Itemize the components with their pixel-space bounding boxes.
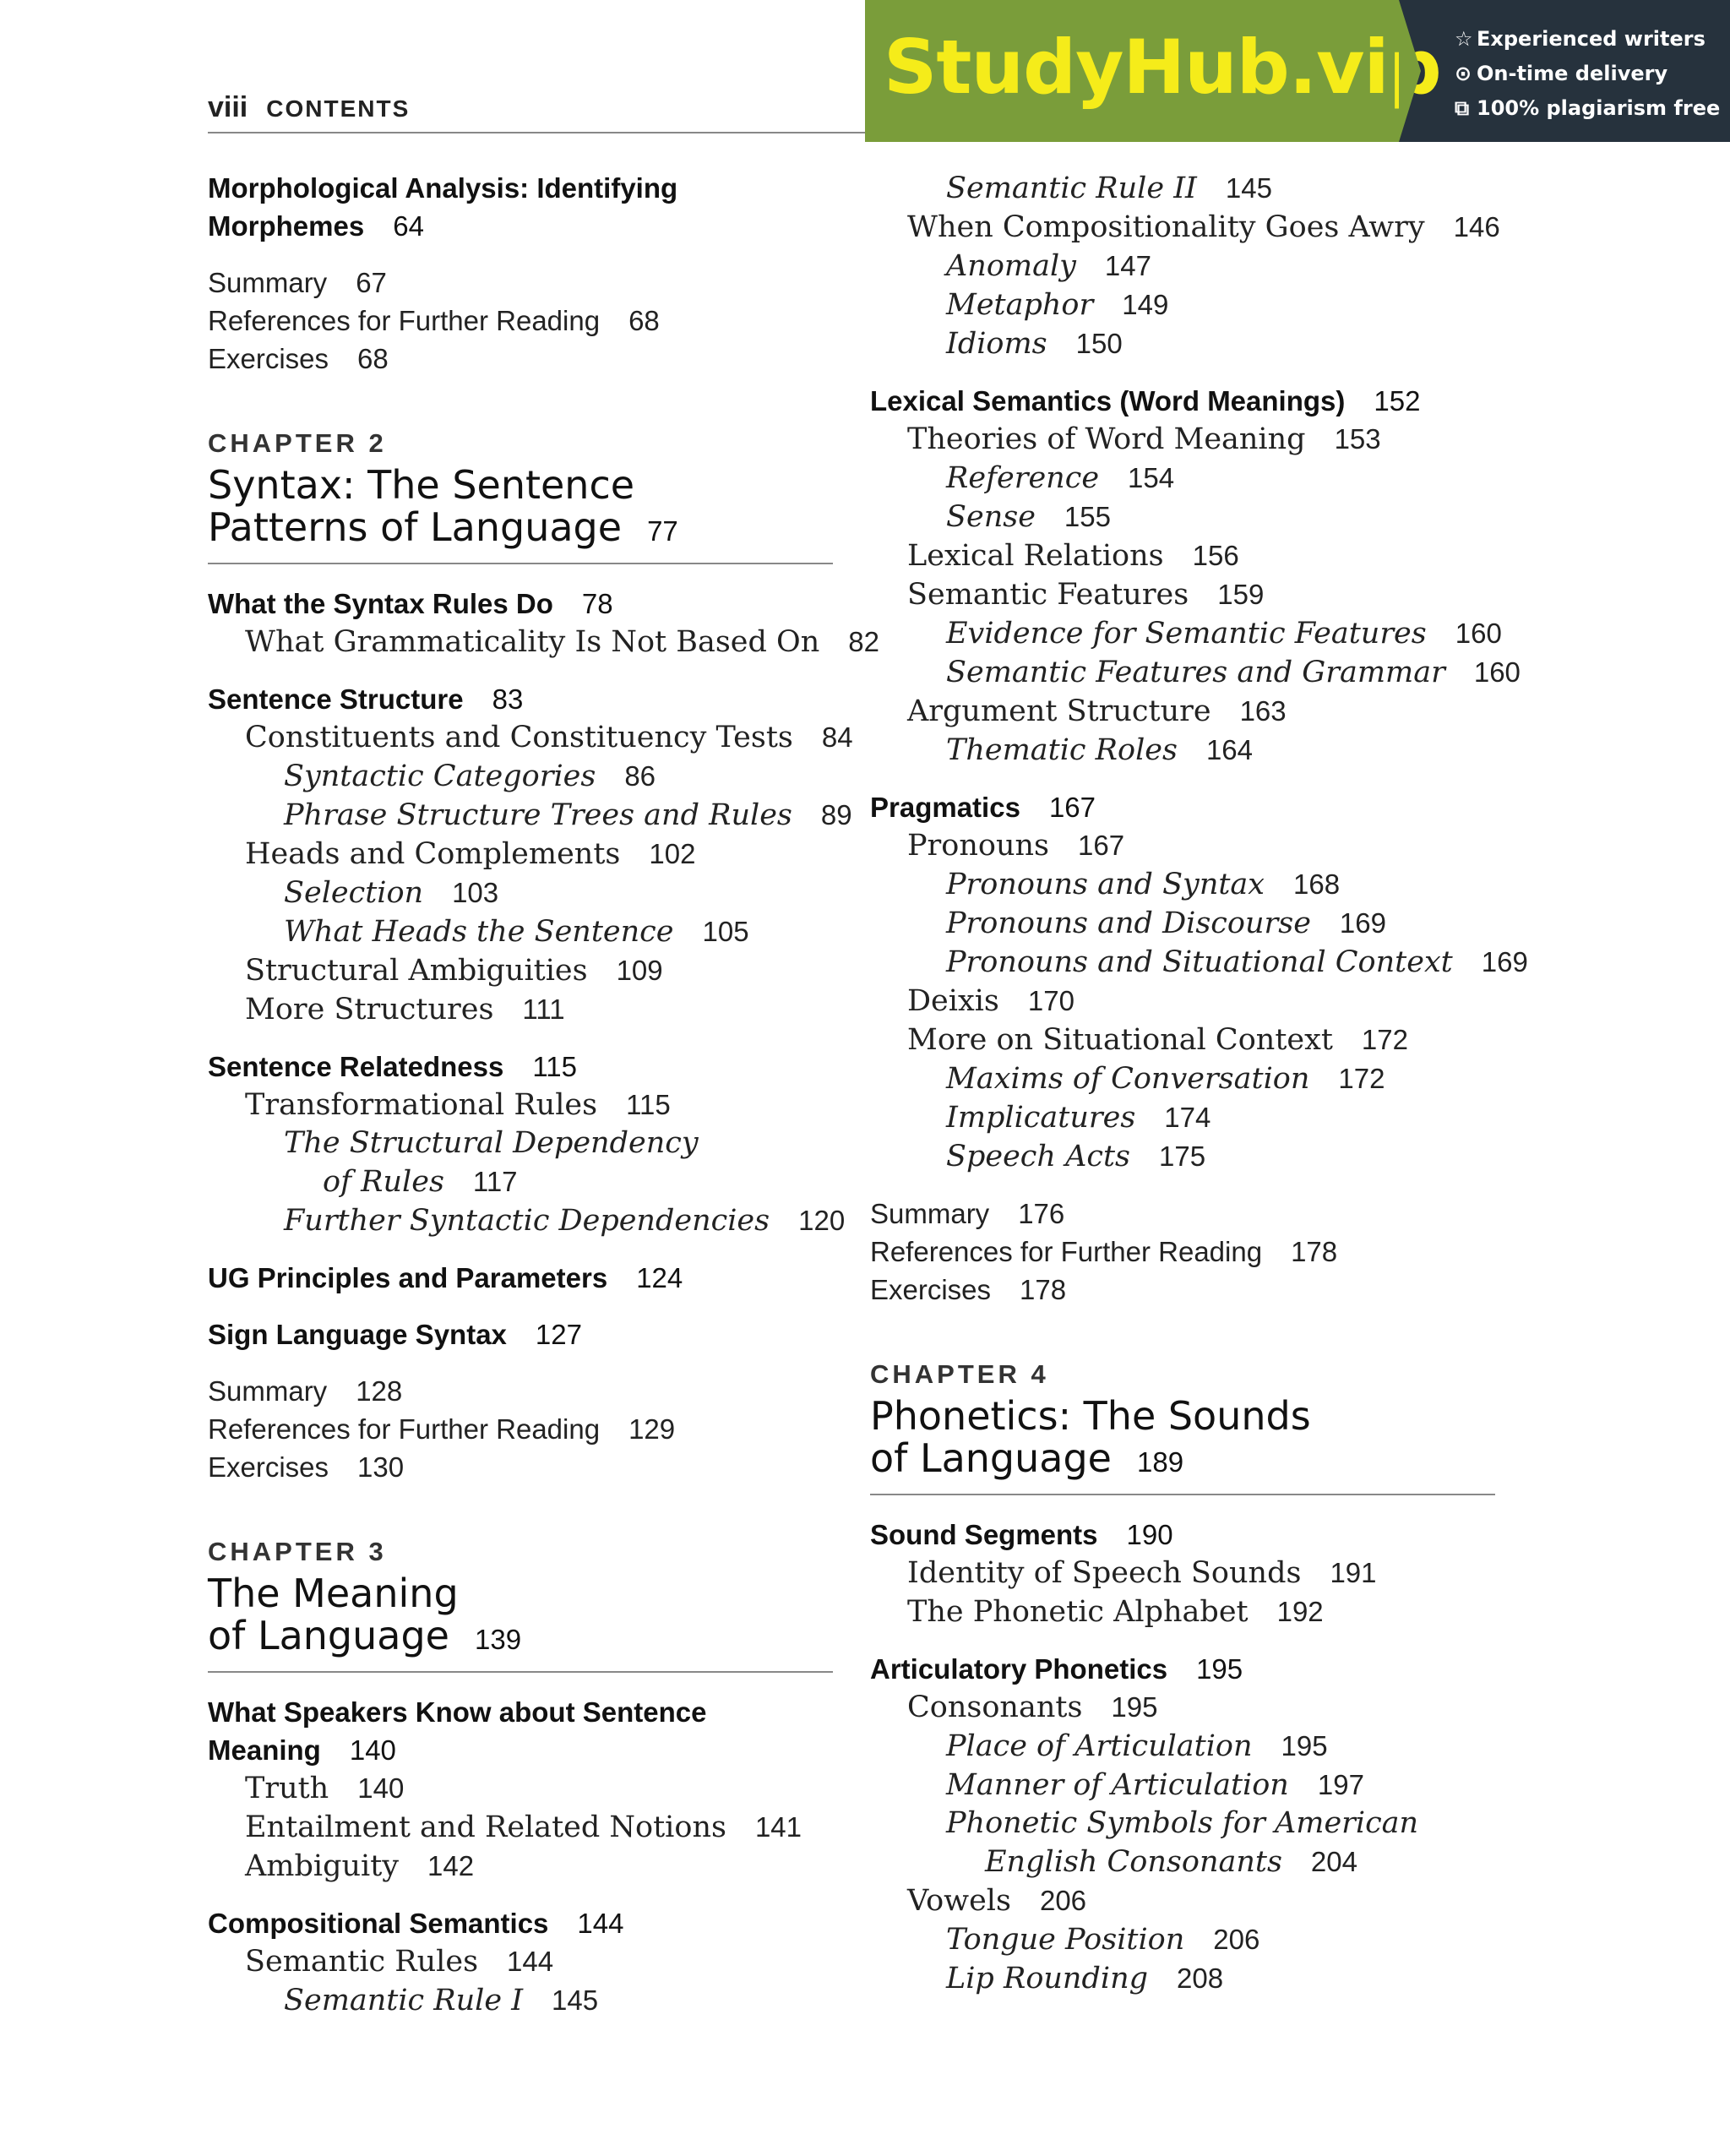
toc-entry[interactable]	[208, 207, 833, 245]
toc-entry-page: 149	[1122, 289, 1169, 320]
toc-entry[interactable]	[870, 536, 1495, 575]
toc-entry-title: What Speakers Know about Sentence	[208, 1696, 707, 1728]
chapter-page: 189	[1136, 1446, 1184, 1478]
toc-entry-page: 115	[532, 1051, 577, 1082]
toc-entry[interactable]	[870, 1021, 1495, 1059]
toc-entry-title: Semantic Rules	[245, 1945, 479, 1979]
toc-entry[interactable]	[208, 1808, 833, 1847]
chapter-title-line: Syntax: The Sentence	[208, 462, 635, 508]
toc-entry-page: 83	[492, 683, 524, 715]
toc-entry-page: 150	[1075, 328, 1123, 359]
toc-entry-title: Evidence for Semantic Features	[946, 617, 1427, 651]
toc-entry-title: Identity of Speech Sounds	[907, 1556, 1302, 1590]
toc-entry-title: What the Syntax Rules Do	[208, 588, 553, 619]
chapter-title[interactable]	[870, 1395, 1495, 1495]
toc-entry[interactable]	[870, 169, 1495, 208]
toc-entry-page: 144	[507, 1946, 554, 1977]
toc-entry-title: Pronouns and Situational Context	[946, 945, 1453, 979]
badge-item	[1455, 91, 1730, 126]
toc-entry-title: Transformational Rules	[245, 1088, 598, 1122]
toc-entry[interactable]	[870, 286, 1495, 324]
toc-entry-page: 206	[1039, 1885, 1087, 1916]
toc-entry-title: Sentence Structure	[208, 683, 464, 715]
toc-entry-title: Selection	[284, 876, 424, 910]
toc-entry-page: 152	[1374, 385, 1421, 416]
toc-entry-title: Speech Acts	[946, 1140, 1130, 1173]
toc-entry-title: What Heads the Sentence	[284, 915, 674, 949]
toc-entry-title: Phrase Structure Trees and Rules	[284, 798, 792, 832]
toc-entry[interactable]	[870, 788, 1495, 826]
star-icon: ☆	[1455, 27, 1473, 51]
toc-entry-title: Compositional Semantics	[208, 1908, 549, 1939]
toc-entry-title: Semantic Rule I	[284, 1984, 524, 2017]
toc-entry-page: 160	[1455, 618, 1502, 649]
toc-entry[interactable]	[870, 1650, 1495, 1688]
toc-entry-page: 195	[1111, 1691, 1158, 1723]
toc-entry[interactable]	[208, 1847, 833, 1886]
toc-entry-title: Syntactic Categories	[284, 760, 596, 793]
toc-entry[interactable]	[208, 1315, 833, 1353]
badge-text: On-time delivery	[1477, 62, 1668, 85]
toc-entry[interactable]	[870, 653, 1521, 692]
toc-entry[interactable]	[870, 324, 1495, 363]
toc-entry-title: Sign Language Syntax	[208, 1319, 507, 1350]
toc-entry[interactable]	[870, 1843, 1495, 1881]
toc-entry[interactable]	[870, 575, 1495, 614]
banner-logo-text: StudyHub.vip	[884, 24, 1441, 111]
toc-entry[interactable]	[870, 382, 1495, 420]
toc-entry-page: 197	[1317, 1769, 1364, 1800]
toc-entry[interactable]	[208, 302, 833, 340]
toc-entry-title: References for Further Reading	[208, 1413, 601, 1445]
toc-entry[interactable]	[870, 1195, 1495, 1233]
chapter-title-line: of Language	[870, 1435, 1112, 1481]
toc-entry[interactable]	[208, 1201, 846, 1240]
toc-entry[interactable]	[208, 912, 833, 951]
toc-entry-title: Morphological Analysis: Identifying	[208, 172, 678, 204]
toc-entry-title: When Compositionality Goes Awry	[907, 210, 1425, 244]
toc-entry-title: Anomaly	[946, 249, 1076, 283]
toc-entry[interactable]	[870, 1920, 1495, 1959]
toc-entry-page: 145	[552, 1984, 599, 2016]
toc-entry[interactable]	[208, 1904, 833, 1942]
toc-entry-page: 167	[1048, 792, 1096, 823]
toc-entry-page: 163	[1239, 695, 1287, 727]
toc-entry-page: 64	[393, 210, 424, 242]
toc-entry-title: References for Further Reading	[870, 1236, 1263, 1267]
toc-entry-page: 68	[357, 343, 389, 374]
banner-badges	[1399, 0, 1730, 142]
toc-entry[interactable]	[208, 1731, 833, 1769]
toc-entry-title: Pronouns and Syntax	[946, 868, 1265, 901]
toc-entry-page: 89	[820, 799, 852, 830]
chapter-2-entries	[208, 585, 879, 1486]
toc-entry-title: Reference	[946, 461, 1100, 495]
toc-entry[interactable]	[870, 614, 1502, 653]
toc-entry[interactable]	[870, 943, 1528, 982]
chapter-title-line: Patterns of Language	[208, 504, 623, 550]
toc-entry[interactable]	[208, 169, 833, 207]
toc-entry-page: 86	[624, 760, 656, 792]
toc-entry[interactable]	[208, 1693, 833, 1731]
toc-entry-page: 156	[1192, 540, 1239, 571]
toc-entry-page: 147	[1104, 250, 1151, 281]
toc-entry[interactable]	[208, 1981, 833, 2020]
toc-entry-title: Tongue Position	[946, 1923, 1185, 1957]
toc-entry[interactable]	[208, 1410, 833, 1448]
toc-entry-page: 195	[1281, 1730, 1328, 1761]
chapter-title-line: Phonetics: The Sounds	[870, 1393, 1311, 1439]
toc-entry-page: 153	[1334, 423, 1381, 455]
toc-entry-title: Truth	[245, 1772, 329, 1805]
toc-right-column	[870, 169, 1528, 1998]
toc-entry[interactable]	[870, 904, 1495, 943]
toc-entry[interactable]	[208, 1259, 833, 1297]
toc-entry-page: 120	[798, 1205, 846, 1236]
toc-entry-title: Constituents and Constituency Tests	[245, 721, 793, 754]
running-head	[208, 91, 867, 133]
toc-entry-page: 167	[1078, 830, 1125, 861]
toc-entry[interactable]	[208, 264, 833, 302]
toc-entry-page: 178	[1020, 1274, 1067, 1305]
running-title: CONTENTS	[266, 95, 411, 122]
toc-entry[interactable]	[208, 874, 833, 912]
toc-entry-title: What Grammaticality Is Not Based On	[245, 625, 820, 659]
toc-entry[interactable]	[870, 826, 1495, 865]
toc-entry[interactable]	[870, 498, 1495, 536]
toc-entry[interactable]	[208, 951, 833, 990]
toc-entry-page: 206	[1213, 1924, 1260, 1955]
badge-item	[1455, 22, 1730, 57]
toc-entry-title: Argument Structure	[907, 694, 1211, 728]
badge-item	[1455, 57, 1730, 91]
chapter-3-continued-entries	[870, 169, 1528, 1309]
toc-entry-page: 192	[1276, 1596, 1324, 1627]
toc-entry-page: 127	[535, 1319, 582, 1350]
toc-entry-title: Semantic Rule II	[946, 172, 1197, 205]
toc-entry-title: Idioms	[946, 327, 1047, 361]
toc-entry[interactable]	[870, 1059, 1495, 1098]
toc-entry-page: 172	[1338, 1063, 1385, 1094]
toc-entry-title: Summary	[870, 1198, 990, 1229]
toc-entry-page: 140	[349, 1734, 396, 1766]
chapter-page: 77	[647, 515, 678, 547]
toc-entry-page: 109	[616, 955, 663, 986]
toc-entry[interactable]	[208, 1162, 833, 1201]
toc-entry-title: Meaning	[208, 1734, 321, 1766]
toc-entry[interactable]	[870, 1233, 1495, 1271]
toc-entry-title: Vowels	[907, 1884, 1011, 1918]
toc-entry-title: of Rules	[323, 1165, 444, 1199]
toc-entry[interactable]	[870, 1959, 1495, 1998]
toc-entry[interactable]	[208, 1124, 833, 1162]
toc-entry[interactable]	[870, 1688, 1495, 1727]
toc-entry[interactable]	[208, 990, 833, 1029]
toc-entry-page: 159	[1217, 579, 1265, 610]
clock-icon: ⊙	[1455, 62, 1472, 85]
toc-entry-page: 178	[1291, 1236, 1338, 1267]
toc-entry-page: 115	[626, 1089, 671, 1120]
chapter-title[interactable]	[208, 1572, 833, 1673]
toc-entry-title: Lip Rounding	[946, 1962, 1149, 1995]
toc-entry-page: 144	[577, 1908, 624, 1939]
toc-entry-page: 102	[649, 838, 696, 869]
toc-entry-title: The Phonetic Alphabet	[907, 1595, 1249, 1629]
toc-entry-title: Exercises	[870, 1274, 992, 1305]
toc-entry[interactable]	[870, 1271, 1495, 1309]
chapter-page: 139	[474, 1624, 522, 1655]
toc-entry-page: 105	[702, 916, 749, 947]
toc-entry-page: 67	[356, 267, 387, 298]
toc-entry[interactable]	[208, 1086, 833, 1124]
toc-entry-page: 128	[356, 1375, 403, 1407]
toc-entry-title: Deixis	[907, 984, 999, 1018]
toc-entry[interactable]	[208, 835, 833, 874]
toc-entry-page: 174	[1164, 1102, 1211, 1133]
toc-entry-page: 155	[1064, 501, 1111, 532]
toc-entry-page: 164	[1205, 734, 1253, 765]
banner-logo[interactable]	[865, 0, 1441, 142]
toc-entry-title: Lexical Relations	[907, 539, 1164, 573]
toc-entry-page: 68	[628, 305, 660, 336]
toc-entry-title: Morphemes	[208, 210, 365, 242]
toc-entry-title: Thematic Roles	[946, 733, 1178, 767]
chapter-3-entries	[208, 1693, 833, 2020]
toc-entry-title: Summary	[208, 1375, 328, 1407]
toc-entry-title: Maxims of Conversation	[946, 1062, 1310, 1096]
toc-entry[interactable]	[208, 1048, 833, 1086]
toc-entry-title: Sense	[946, 500, 1036, 534]
toc-entry-title: More on Situational Context	[907, 1023, 1333, 1057]
toc-entry[interactable]	[870, 982, 1495, 1021]
toc-entry-page: 160	[1473, 656, 1521, 688]
toc-entry[interactable]	[208, 340, 833, 378]
toc-entry[interactable]	[870, 1516, 1495, 1554]
toc-entry-title: Semantic Features	[907, 578, 1189, 612]
toc-entry-page: 169	[1339, 907, 1386, 939]
chapter-title[interactable]	[208, 464, 833, 564]
toc-entry-page: 176	[1018, 1198, 1065, 1229]
toc-entry[interactable]	[870, 1554, 1495, 1592]
toc-entry-title: Theories of Word Meaning	[907, 422, 1306, 456]
toc-entry-page: 130	[357, 1451, 405, 1483]
studyhub-banner[interactable]	[865, 0, 1730, 142]
toc-entry-page: 170	[1027, 985, 1074, 1016]
toc-entry[interactable]	[208, 796, 852, 835]
toc-entry-page: 78	[581, 588, 613, 619]
toc-entry-title: Consonants	[907, 1690, 1083, 1724]
toc-entry-title: Pronouns	[907, 829, 1050, 863]
toc-entry-page: 140	[357, 1772, 405, 1804]
page-number: viii	[208, 91, 248, 123]
toc-entry-title: Articulatory Phonetics	[870, 1653, 1168, 1685]
toc-entry-page: 84	[821, 721, 853, 753]
toc-entry-title: Sound Segments	[870, 1519, 1098, 1550]
toc-entry[interactable]	[208, 1448, 833, 1486]
toc-entry-page: 82	[848, 626, 879, 657]
toc-entry[interactable]	[870, 420, 1495, 459]
toc-entry-page: 141	[754, 1811, 802, 1843]
toc-entry[interactable]	[870, 731, 1495, 770]
toc-entry-title: Exercises	[208, 343, 329, 374]
toc-entry-title: References for Further Reading	[208, 305, 601, 336]
toc-entry[interactable]	[208, 1942, 833, 1981]
toc-entry-title: Sentence Relatedness	[208, 1051, 504, 1082]
toc-entry-title: Implicatures	[946, 1101, 1136, 1135]
toc-entry[interactable]	[870, 459, 1495, 498]
toc-entry[interactable]	[870, 692, 1495, 731]
toc-entry[interactable]	[870, 1592, 1495, 1631]
toc-entry-title: The Structural Dependency	[284, 1126, 699, 1160]
toc-entry[interactable]	[208, 1372, 833, 1410]
chapter-label: CHAPTER 2	[208, 428, 387, 458]
toc-entry-page: 124	[636, 1262, 683, 1293]
toc-entry-page: 103	[452, 877, 499, 908]
chapter-label: CHAPTER 3	[208, 1537, 387, 1566]
toc-entry-page: 204	[1310, 1846, 1357, 1877]
toc-entry-title: Summary	[208, 267, 328, 298]
toc-entry-page: 168	[1293, 868, 1341, 900]
badge-text: Experienced writers	[1477, 27, 1706, 51]
toc-entry-page: 172	[1361, 1024, 1408, 1055]
toc-entry[interactable]	[870, 1881, 1495, 1920]
toc-entry-title: UG Principles and Parameters	[208, 1262, 608, 1293]
toc-entry-title: Further Syntactic Dependencies	[284, 1204, 770, 1238]
toc-entry-title: More Structures	[245, 993, 494, 1026]
toc-entry-page: 175	[1158, 1141, 1206, 1172]
toc-entry[interactable]	[208, 1769, 833, 1808]
toc-entry[interactable]	[870, 1137, 1495, 1176]
banner-notch	[1399, 0, 1421, 142]
toc-entry-title: Entailment and Related Notions	[245, 1810, 726, 1844]
chapter-4-entries	[870, 1516, 1495, 1998]
toc-entry-page: 145	[1225, 172, 1272, 204]
chapter-label: CHAPTER 4	[870, 1359, 1049, 1389]
toc-entry-title: English Consonants	[985, 1845, 1282, 1879]
toc-entry-page: 169	[1481, 946, 1528, 977]
toc-entry-title: Metaphor	[946, 288, 1094, 322]
toc-entry-title: Lexical Semantics (Word Meanings)	[870, 385, 1346, 416]
toc-entry[interactable]	[870, 247, 1495, 286]
toc-entry[interactable]	[208, 757, 833, 796]
toc-entry[interactable]	[870, 1727, 1495, 1766]
toc-entry-page: 129	[628, 1413, 676, 1445]
toc-entry-page: 146	[1453, 211, 1500, 242]
toc-entry-page: 154	[1128, 462, 1175, 493]
toc-entry[interactable]	[208, 718, 853, 757]
toc-entry-title: Manner of Articulation	[946, 1768, 1289, 1802]
chapter-title-line: The Meaning	[208, 1571, 459, 1616]
toc-entry-page: 142	[427, 1850, 475, 1881]
toc-entry[interactable]	[208, 623, 879, 662]
toc-entry-title: Ambiguity	[245, 1849, 400, 1883]
toc-entry-page: 190	[1126, 1519, 1173, 1550]
toc-entry[interactable]	[208, 680, 833, 718]
toc-entry-page: 111	[522, 994, 565, 1025]
toc-entry-title: Heads and Complements	[245, 837, 621, 871]
toc-entry-title: Phonetic Symbols for American	[946, 1806, 1419, 1840]
toc-entry-title: Pronouns and Discourse	[946, 906, 1311, 940]
toc-entry[interactable]	[870, 1766, 1495, 1805]
chapter-title-line: of Language	[208, 1613, 449, 1658]
toc-entry[interactable]	[870, 1098, 1495, 1137]
toc-entry-title: Pragmatics	[870, 792, 1020, 823]
copy-icon: ⧉	[1455, 96, 1470, 120]
toc-entry-title: Structural Ambiguities	[245, 954, 588, 988]
toc-entry[interactable]	[870, 208, 1500, 247]
toc-entry-title: Place of Articulation	[946, 1729, 1253, 1763]
toc-entry-page: 208	[1177, 1963, 1224, 1994]
toc-entry[interactable]	[870, 865, 1495, 904]
toc-entry-title: Exercises	[208, 1451, 329, 1483]
toc-entry[interactable]	[208, 585, 833, 623]
toc-entry-page: 195	[1196, 1653, 1243, 1685]
toc-left-column	[208, 169, 879, 2020]
toc-entry-title: Semantic Features and Grammar	[946, 656, 1445, 689]
toc-entry[interactable]	[870, 1805, 1495, 1843]
badge-text: 100% plagiarism free	[1477, 96, 1721, 120]
toc-entry-page: 117	[472, 1166, 518, 1197]
toc-entry-page: 191	[1330, 1557, 1377, 1588]
